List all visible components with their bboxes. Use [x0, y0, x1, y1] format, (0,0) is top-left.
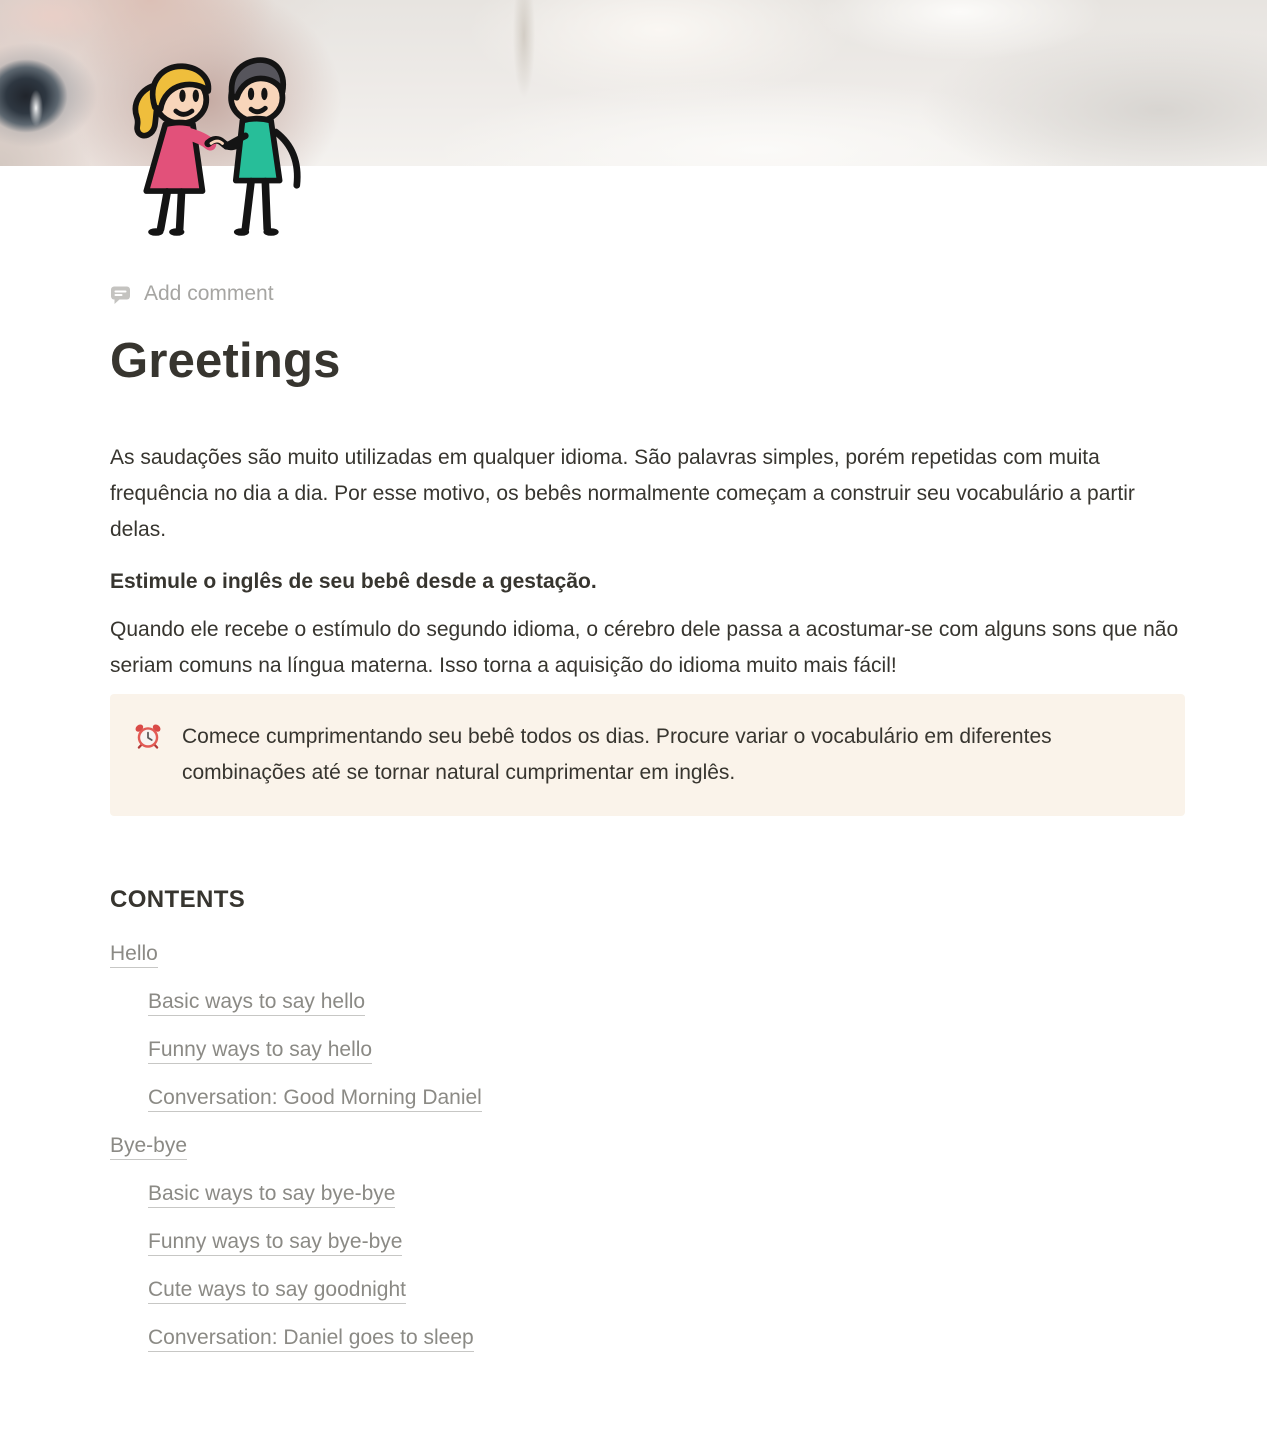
toc-row: [148, 1230, 1185, 1256]
paragraph-bold: Estimule o inglês de seu bebê desde a gestação.: [110, 570, 597, 593]
add-comment-button[interactable]: [110, 282, 274, 306]
contents-link[interactable]: Funny ways to say bye-bye: [148, 1230, 402, 1256]
callout-block: [110, 694, 1185, 816]
page-body: [0, 282, 1267, 1352]
toc-row: [110, 1134, 1185, 1160]
children-shaking-hands-icon: [112, 52, 312, 252]
comment-bubble-icon: [110, 284, 131, 305]
contents-link[interactable]: Bye-bye: [110, 1134, 187, 1160]
contents-list: [110, 942, 1185, 1352]
alarm-clock-icon: [134, 723, 162, 756]
callout-text: Comece cumprimentando seu bebê todos os dias. Procure variar o vocabulário em diferentes combinações até se tornar natural cumprimentar em inglês.: [182, 725, 1052, 784]
toc-row: [148, 1326, 1185, 1352]
toc-row: [148, 990, 1185, 1016]
paragraph-intro: As saudações são muito utilizadas em qualquer idioma. São palavras simples, porém repetidas com muita frequência no dia a dia. Por esse motivo, os bebês normalmente começam a construir seu vocabulário a partir delas.: [110, 446, 1135, 541]
page-icon[interactable]: [112, 52, 312, 252]
contents-link[interactable]: Cute ways to say goodnight: [148, 1278, 406, 1304]
contents-link[interactable]: Conversation: Good Morning Daniel: [148, 1086, 482, 1112]
contents-link[interactable]: Funny ways to say hello: [148, 1038, 372, 1064]
contents-link[interactable]: Basic ways to say bye-bye: [148, 1182, 395, 1208]
toc-row: [148, 1086, 1185, 1112]
page-title[interactable]: Greetings: [110, 334, 341, 388]
paragraph-stimulus: Quando ele recebe o estímulo do segundo idioma, o cérebro dele passa a acostumar-se com alguns sons que não seriam comuns na língua materna. Isso torna a aquisição do idioma muito mais fácil!: [110, 618, 1179, 677]
contents-heading: CONTENTS: [110, 886, 246, 913]
toc-row: [148, 1182, 1185, 1208]
contents-link[interactable]: Conversation: Daniel goes to sleep: [148, 1326, 474, 1352]
toc-row: [110, 942, 1185, 968]
contents-link[interactable]: Basic ways to say hello: [148, 990, 365, 1016]
add-comment-label: Add comment: [144, 282, 274, 305]
toc-row: [148, 1278, 1185, 1304]
toc-row: [148, 1038, 1185, 1064]
contents-link[interactable]: Hello: [110, 942, 158, 968]
